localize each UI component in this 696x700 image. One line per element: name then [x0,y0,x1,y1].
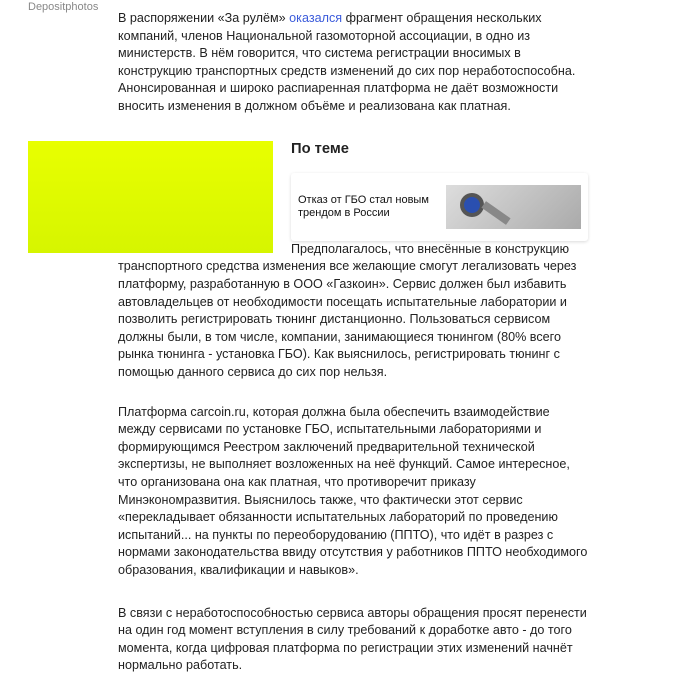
text: Предполагалось, что внесённые в конструкцию транспортного средства изменения все желающие смогут легализовать через платформу, разработанную в ООО «Газкоин». Сервис должен был избавить автовладельцев от необходимости посещать испытательные лаборатории и позволить регистрировать тюнинг дистанционно. Пользоваться сервисом должны были, в том числе, компании, занимающиеся тюнингом (80% всего рынка тюнинга - установка ГБО). Как выяснилось, регистрировать тюнинг с помощью данного сервиса до сих пор нельзя. [118,241,577,380]
paragraph-3: Платформа carcoin.ru, которая должна была обеспечить взаимодействие между сервисами по установке ГБО, испытательными лабораториями и формирующимся Реестром заключений предварительной технической экспертизы, не выполняет возложенных на неё функций. Самое интересное, что организована она как платная, что противоречит приказу Минэкономразвития. Выяснилось также, что фактически этот сервис «перекладывает обязанности испытательных лабораторий по проведению испытаний... на пункты по переоборудованию (ППТО), что идёт в разрез с нормами законодательства ввиду отсутствия у работников ППТО необходимого образования, квалификации и навыков». [118,404,588,577]
paragraph-4: В связи с неработоспособностью сервиса авторы обращения просят перенести на один год момент вступления в силу требований к доработке авто - до того момента, когда цифровая платформа по регистрации этих изменений начнёт нормально работать. [118,605,587,673]
related-article-thumbnail[interactable] [446,185,581,229]
photo-credit: Depositphotos [28,1,99,13]
related-article-title[interactable]: Отказ от ГБО стал новым трендом в России [298,193,429,219]
related-block [28,141,273,253]
paragraph-1 [118,10,588,116]
article-body [118,10,588,700]
related-heading: По теме [291,140,349,157]
source-link[interactable]: оказался [289,11,343,25]
text: В распоряжении «За рулём» [118,11,290,25]
text: фрагмент обращения нескольких компаний, членов Национальной газомоторной ассоциации, в одно из министерств. В нём говорится, что система регистрации вносимых в конструкцию транспортных средств изменений до сих пор неработоспособна. Анонсированная и широко распиаренная платформа не даёт возможности вносить изменения в должном объёме и реализована как платная. [118,11,576,113]
related-article-card[interactable] [291,173,588,241]
